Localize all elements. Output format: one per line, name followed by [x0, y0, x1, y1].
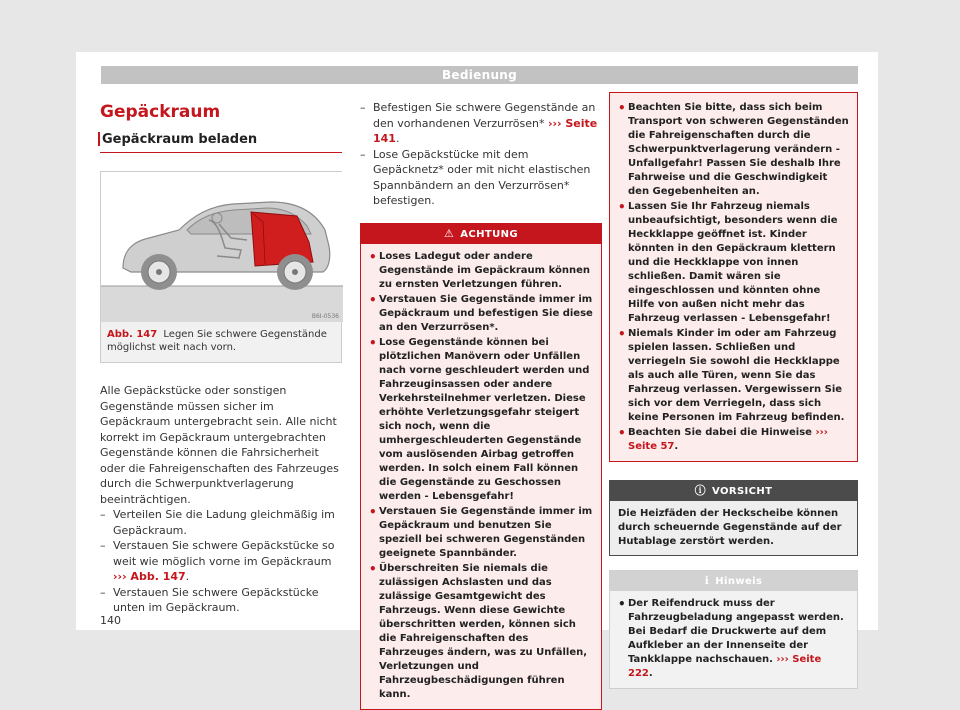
warning-item: • Loses Ladegut oder andere Gegenstände im Gepäckraum können zu ernsten Verletzungen führen. [369, 250, 593, 292]
warning-item: • Lose Gegenstände können bei plötzlichen Manövern oder Unfällen nach vorne geschleudert werden und Fahrzeuginsassen oder andere Verkehrsteilnehmer verletzen. Diese erhöhte Verletzungsgefahr steigert sich noch, wenn die umhergeschleuderten Gegenstände vom auslösenden Airbag getroffen werden. In solch einem Fall können die Gegenstände zu Geschossen werden - Lebensgefahr! [369, 336, 593, 504]
chapter-header: Bedienung [101, 66, 858, 84]
warning-item: • Lassen Sie Ihr Fahrzeug niemals unbeaufsichtigt, besonders wenn die Heckklappe geöffnet ist. Kinder könnten in den Gepäckraum klettern und die Heckklappe von innen schließen. Damit wären sie eingeschlossen und könnten ohne Hilfe von außen nicht mehr das Fahrzeug verlassen - Lebensgefahr! [618, 200, 849, 326]
achtung-header: ⚠ ACHTUNG [361, 224, 601, 244]
list-item: – Verstauen Sie schwere Gepäckstücke so weit wie möglich vorne im Gepäckraum ››› Abb. 147. [100, 538, 342, 585]
warning-item: • Verstauen Sie Gegenstände immer im Gepäckraum und benutzen Sie speziell bei schweren Gegenständen geeignete Spannbänder. [369, 505, 593, 561]
page-link[interactable]: ››› Seite 141 [373, 116, 598, 145]
hinweis-box [609, 570, 858, 689]
caution-circle-icon: ⓘ [694, 484, 706, 497]
list-continued [360, 100, 602, 209]
hinweis-body [610, 591, 857, 688]
list-item: – Verteilen Sie die Ladung gleichmäßig im Gepäckraum. [100, 507, 342, 538]
achtung-box [360, 223, 602, 710]
figure-id: B6I-0536 [311, 313, 339, 320]
column-left [100, 92, 342, 616]
intro-paragraph: Alle Gepäckstücke oder sonstigen Gegenstände müssen sicher im Gepäckraum untergebracht sein. Alle nicht korrekt im Gepäckraum untergebrachten Gegenstände können die Fahrsicherheit oder die Fahreigenschaften des Fahrzeuges durch die Schwerpunktverlagerung beeinträchtigen. [100, 384, 339, 506]
subsection-title: Gepäckraum beladen [100, 132, 342, 153]
page-number: 140 [100, 614, 121, 627]
list-item: – Befestigen Sie schwere Gegenstände an den vorhandenen Verzurrösen* ››› Seite 141. [360, 100, 602, 147]
car-luggage-icon [101, 172, 343, 322]
warning-triangle-icon: ⚠ [443, 226, 455, 240]
intro-text [100, 383, 342, 616]
warning-item: • Beachten Sie bitte, dass sich beim Transport von schweren Gegenständen die Fahreigenschaften durch die Schwerpunktverlagerung verändern - Unfallgefahr! Passen Sie deshalb Ihre Fahrweise und die Geschwindigkeit den Gegebenheiten an. [618, 101, 849, 199]
manual-page [76, 52, 878, 700]
info-note-icon: ℹ [704, 574, 710, 587]
figure-147 [100, 171, 342, 363]
figure-link[interactable]: ››› Abb. 147 [113, 570, 186, 583]
achtung-continued-box [609, 92, 858, 462]
car-illustration [101, 172, 343, 322]
figure-label: Abb. 147 [107, 329, 158, 340]
achtung-continued-body [610, 93, 857, 461]
figure-caption [101, 322, 341, 362]
warning-item: • Niemals Kinder im oder am Fahrzeug spielen lassen. Schließen und verriegeln Sie sowohl die Heckklappe als auch alle Türen, wenn Sie das Fahrzeug verlassen. Vergewissern Sie sich vor dem Verriegeln, dass sich keine Personen im Fahrzeug befinden. [618, 327, 849, 425]
page-link[interactable]: ››› Seite 222 [628, 654, 822, 679]
column-right [609, 92, 858, 689]
vorsicht-body: Die Heizfäden der Heckscheibe können durch scheuernde Gegenstände auf der Hutablage zerstört werden. [610, 501, 857, 555]
list-item: – Verstauen Sie schwere Gepäckstücke unten im Gepäckraum. [100, 585, 342, 616]
figure-caption-text: Legen Sie schwere Gegenstände möglichst weit nach vorn. [107, 329, 327, 353]
warning-item: • Beachten Sie dabei die Hinweise ››› Seite 57. [618, 426, 849, 454]
hinweis-header: ℹ Hinweis [610, 571, 857, 591]
section-title: Gepäckraum [100, 102, 221, 122]
warning-item: • Verstauen Sie Gegenstände immer im Gepäckraum und befestigen Sie diese an den Verzurrösen*. [369, 293, 593, 335]
column-middle [360, 100, 602, 710]
list-item: – Lose Gepäckstücke mit dem Gepäcknetz* oder mit nicht elastischen Spannbändern an den Verzurrösen* befestigen. [360, 147, 602, 209]
warning-item: • Überschreiten Sie niemals die zulässigen Achslasten und das zulässige Gesamtgewicht des Fahrzeugs. Wenn diese Gewichte überschritten werden, können sich die Fahreigenschaften des Fahrzeuges ändern, was zu Unfällen, Verletzungen und Fahrzeugbeschädigungen führen kann. [369, 562, 593, 702]
vorsicht-header: ⓘ VORSICHT [610, 481, 857, 501]
page-link[interactable]: ››› Seite 57 [628, 427, 828, 452]
achtung-body [361, 244, 601, 709]
note-item: • Der Reifendruck muss der Fahrzeugbeladung angepasst werden. Bei Bedarf die Druckwerte auf dem Aufkleber an der Innenseite der Tankklappe nachschauen. ››› Seite 222. [618, 597, 849, 681]
vorsicht-box [609, 480, 858, 556]
